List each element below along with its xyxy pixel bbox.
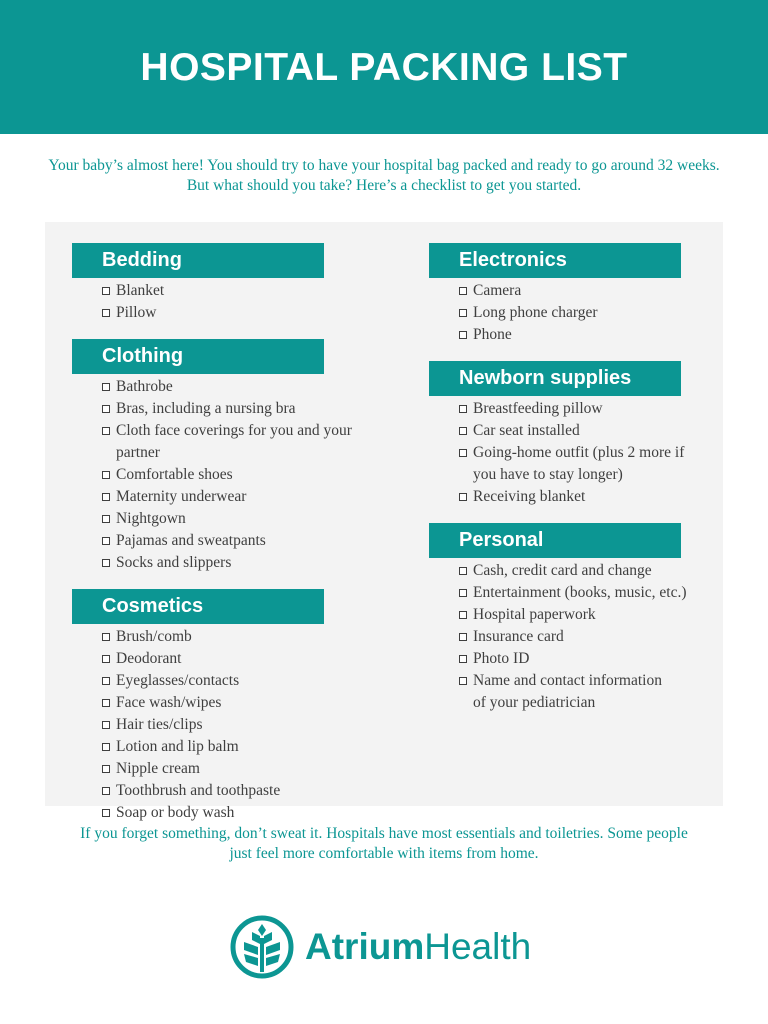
- checkbox-icon[interactable]: [102, 287, 110, 295]
- checkbox-icon[interactable]: [102, 309, 110, 317]
- list-item[interactable]: [459, 670, 729, 692]
- item-label: you have to stay longer): [473, 466, 623, 483]
- list-item[interactable]: [102, 508, 372, 530]
- item-label: Insurance card: [473, 628, 564, 645]
- item-label: Pillow: [116, 304, 157, 321]
- footer-note: [60, 824, 708, 864]
- checkbox-icon[interactable]: [459, 567, 467, 575]
- section-clothing: [72, 339, 372, 574]
- item-label: of your pediatrician: [473, 694, 596, 711]
- item-label: Bras, including a nursing bra: [116, 400, 296, 417]
- item-label: Toothbrush and toothpaste: [116, 782, 281, 799]
- list-item[interactable]: [102, 648, 372, 670]
- checkbox-icon[interactable]: [102, 427, 110, 435]
- checkbox-icon[interactable]: [459, 427, 467, 435]
- checkbox-icon[interactable]: [459, 405, 467, 413]
- item-label: Socks and slippers: [116, 554, 232, 571]
- item-label: Comfortable shoes: [116, 466, 233, 483]
- checkbox-icon[interactable]: [459, 655, 467, 663]
- item-label: Long phone charger: [473, 304, 598, 321]
- list-item[interactable]: [459, 280, 729, 302]
- page-title: HOSPITAL PACKING LIST: [140, 46, 628, 89]
- list-item[interactable]: [102, 420, 372, 464]
- item-label: Breastfeeding pillow: [473, 400, 603, 417]
- section-title: Newborn supplies: [429, 361, 681, 396]
- intro-text: [40, 156, 728, 196]
- list-item[interactable]: [459, 442, 729, 464]
- section-title: Clothing: [72, 339, 324, 374]
- list-item[interactable]: [102, 714, 372, 736]
- list-item-continuation: [459, 464, 729, 486]
- section-electronics: [429, 243, 729, 346]
- item-list: [72, 278, 372, 324]
- list-item[interactable]: [459, 398, 729, 420]
- section-newborn-supplies: [429, 361, 729, 508]
- checkbox-icon[interactable]: [102, 743, 110, 751]
- checkbox-icon[interactable]: [459, 611, 467, 619]
- item-list: [72, 624, 372, 824]
- checkbox-icon[interactable]: [102, 677, 110, 685]
- item-list: [429, 558, 729, 714]
- item-label: Camera: [473, 282, 522, 299]
- checkbox-icon[interactable]: [459, 589, 467, 597]
- header-banner: [0, 0, 768, 134]
- list-item[interactable]: [102, 280, 372, 302]
- item-label: Phone: [473, 326, 512, 343]
- item-list: [429, 278, 729, 346]
- list-item[interactable]: [459, 560, 729, 582]
- list-item[interactable]: [102, 670, 372, 692]
- checkbox-icon[interactable]: [102, 559, 110, 567]
- item-label: Nightgown: [116, 510, 186, 527]
- item-label: Nipple cream: [116, 760, 200, 777]
- item-list: [429, 396, 729, 508]
- list-item[interactable]: [459, 648, 729, 670]
- checkbox-icon[interactable]: [459, 633, 467, 641]
- item-label: Bathrobe: [116, 378, 173, 395]
- checkbox-icon[interactable]: [102, 787, 110, 795]
- checkbox-icon[interactable]: [102, 721, 110, 729]
- item-label: Lotion and lip balm: [116, 738, 239, 755]
- list-item[interactable]: [102, 552, 372, 574]
- list-item[interactable]: [102, 398, 372, 420]
- list-item[interactable]: [102, 692, 372, 714]
- item-label: Going-home outfit (plus 2 more if: [473, 444, 685, 461]
- checkbox-icon[interactable]: [102, 405, 110, 413]
- item-label: Soap or body wash: [116, 804, 235, 821]
- atrium-health-logo: [230, 914, 550, 980]
- list-item[interactable]: [102, 780, 372, 802]
- checkbox-icon[interactable]: [459, 331, 467, 339]
- item-label: Name and contact information: [473, 672, 662, 689]
- checkbox-icon[interactable]: [459, 677, 467, 685]
- checkbox-icon[interactable]: [102, 471, 110, 479]
- list-item[interactable]: [459, 420, 729, 442]
- section-title: Personal: [429, 523, 681, 558]
- checkbox-icon[interactable]: [102, 765, 110, 773]
- section-title: Bedding: [72, 243, 324, 278]
- checkbox-icon[interactable]: [459, 287, 467, 295]
- intro-line-1: Your baby’s almost here! You should try to have your hospital bag packed and ready to go around 32 weeks.: [48, 157, 720, 174]
- list-item[interactable]: [102, 302, 372, 324]
- checklist-panel: [45, 222, 723, 821]
- section-title: Electronics: [429, 243, 681, 278]
- item-label: Face wash/wipes: [116, 694, 222, 711]
- list-item[interactable]: [102, 486, 372, 508]
- item-label: Maternity underwear: [116, 488, 247, 505]
- checkbox-icon[interactable]: [102, 809, 110, 817]
- list-item[interactable]: [102, 758, 372, 780]
- intro-line-2: But what should you take? Here’s a checklist to get you started.: [186, 177, 582, 194]
- list-item[interactable]: [459, 626, 729, 648]
- item-label: Blanket: [116, 282, 165, 299]
- footer-line-1: If you forget something, don’t sweat it. Hospitals have most essentials and toiletries. Some people: [80, 825, 688, 842]
- item-label: Cloth face coverings for you and your partner: [116, 422, 352, 461]
- list-item[interactable]: [459, 582, 729, 604]
- checkbox-icon[interactable]: [459, 449, 467, 457]
- left-column: [72, 243, 372, 839]
- list-item[interactable]: [102, 626, 372, 648]
- item-label: Cash, credit card and change: [473, 562, 652, 579]
- checkbox-icon[interactable]: [102, 655, 110, 663]
- checkbox-icon[interactable]: [102, 493, 110, 501]
- checkbox-icon[interactable]: [102, 383, 110, 391]
- list-item[interactable]: [102, 802, 372, 824]
- list-item[interactable]: [102, 530, 372, 552]
- checkbox-icon[interactable]: [102, 633, 110, 641]
- section-title: Cosmetics: [72, 589, 324, 624]
- list-item[interactable]: [459, 302, 729, 324]
- item-label: Receiving blanket: [473, 488, 586, 505]
- brand-regular: Health: [424, 926, 532, 967]
- checkbox-icon[interactable]: [459, 309, 467, 317]
- item-label: Brush/comb: [116, 628, 192, 645]
- checkbox-icon[interactable]: [459, 493, 467, 501]
- item-label: Pajamas and sweatpants: [116, 532, 266, 549]
- item-list: [72, 374, 372, 574]
- item-label: Eyeglasses/contacts: [116, 672, 240, 689]
- list-item-continuation: [459, 692, 729, 714]
- section-cosmetics: [72, 589, 372, 824]
- list-item[interactable]: [459, 604, 729, 626]
- right-column: [429, 243, 729, 729]
- footer-line-2: just feel more comfortable with items from home.: [229, 845, 539, 862]
- checkbox-icon[interactable]: [102, 515, 110, 523]
- item-label: Hospital paperwork: [473, 606, 596, 623]
- brand-bold: Atrium: [305, 926, 425, 967]
- section-bedding: [72, 243, 372, 324]
- item-label: Entertainment (books, music, etc.): [473, 584, 687, 601]
- checkbox-icon[interactable]: [102, 537, 110, 545]
- list-item[interactable]: [459, 486, 729, 508]
- item-label: Photo ID: [473, 650, 530, 667]
- list-item[interactable]: [102, 736, 372, 758]
- item-label: Hair ties/clips: [116, 716, 203, 733]
- item-label: Car seat installed: [473, 422, 580, 439]
- list-item[interactable]: [102, 464, 372, 486]
- checkbox-icon[interactable]: [102, 699, 110, 707]
- leaf-emblem-icon: [230, 914, 294, 980]
- brand-name: [305, 926, 531, 968]
- section-personal: [429, 523, 729, 714]
- item-label: Deodorant: [116, 650, 182, 667]
- list-item[interactable]: [459, 324, 729, 346]
- list-item[interactable]: [102, 376, 372, 398]
